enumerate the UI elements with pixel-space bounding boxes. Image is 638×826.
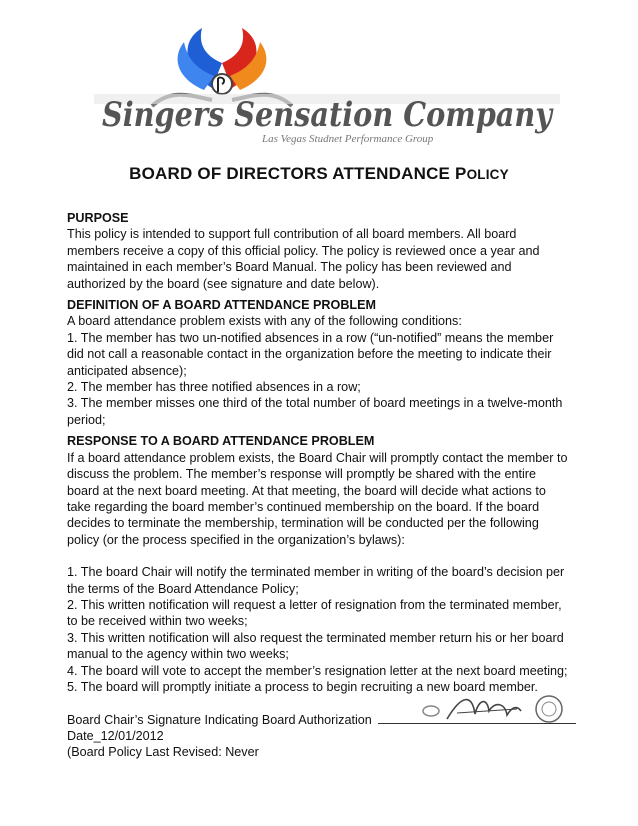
response-step: manual to the agency within two weeks; (67, 647, 289, 662)
company-tagline: Las Vegas Studnet Performance Group (262, 133, 434, 145)
company-name: Singers Sensation Company (102, 95, 554, 135)
signature-line (67, 711, 577, 727)
purpose-line: authorized by the board (see signature and date below). (67, 276, 380, 291)
definition-line: 2. The member has three notified absences in a row; (67, 380, 361, 395)
policy-revised: (Board Policy Last Revised: Never (67, 745, 259, 760)
title-main: BOARD OF DIRECTORS ATTENDANCE P (129, 164, 467, 183)
definition-line: period; (67, 412, 106, 427)
purpose-line: maintained in each member’s Board Manual. The policy has been reviewed and (67, 260, 512, 275)
seal-icon (536, 696, 562, 722)
signature-date: Date_12/01/2012 (67, 728, 164, 743)
response-step: 1. The board Chair will notify the terminated member in writing of the board’s decision per (67, 565, 565, 580)
purpose-heading: PURPOSE (67, 211, 129, 225)
company-logo-graphic (92, 18, 562, 146)
title-tail: OLICY (466, 167, 509, 182)
document-title (0, 164, 638, 184)
definition-line: A board attendance problem exists with any of the following conditions: (67, 314, 462, 329)
response-line: decides to terminate the membership, termination will be conducted per the following (67, 516, 539, 531)
response-line: If a board attendance problem exists, the Board Chair will promptly contact the member to (67, 450, 568, 465)
purpose-line: This policy is intended to support full contribution of all board members. All board (67, 227, 517, 242)
definition-line: 1. The member has two un-notified absences in a row (“un-notified” means the member (67, 330, 554, 345)
response-step: 3. This written notification will also request the terminated member return his or her board (67, 630, 564, 645)
response-step: 5. The board will promptly initiate a process to begin recruiting a new board member. (67, 679, 538, 694)
signature-label: Board Chair’s Signature Indicating Board Authorization (67, 713, 372, 728)
response-line: take regarding the board member’s continued membership on the board. If the board (67, 499, 540, 514)
definition-line: 3. The member misses one third of the total number of board meetings in a twelve-month (67, 396, 563, 411)
response-line: discuss the problem. The member’s response will promptly be shared with the entire (67, 467, 536, 482)
response-step: to be received within two weeks; (67, 614, 248, 629)
small-seal-left-icon (423, 706, 439, 716)
policy-body (67, 210, 577, 761)
definition-line: did not call a reasonable contact in the organization before the meeting to indicate their (67, 347, 552, 362)
response-step: the terms of the Board Attendance Policy; (67, 581, 299, 596)
response-step: 2. This written notification will request a letter of resignation from the terminated member, (67, 597, 562, 612)
response-line: board at the next board meeting. At that meeting, the board will decide what actions to (67, 483, 546, 498)
response-heading: RESPONSE TO A BOARD ATTENDANCE PROBLEM (67, 434, 375, 449)
response-step: 4. The board will vote to accept the member’s resignation letter at the next board meeting; (67, 663, 568, 678)
definition-line: anticipated absence); (67, 363, 187, 378)
definition-heading: DEFINITION OF A BOARD ATTENDANCE PROBLEM (67, 298, 377, 313)
signature-scribble (417, 689, 567, 729)
response-line: policy (or the process specified in the organization’s bylaws): (67, 532, 405, 547)
company-logo (92, 18, 562, 146)
purpose-line: members receive a copy of this official policy. The policy is reviewed once a year and (67, 243, 540, 258)
